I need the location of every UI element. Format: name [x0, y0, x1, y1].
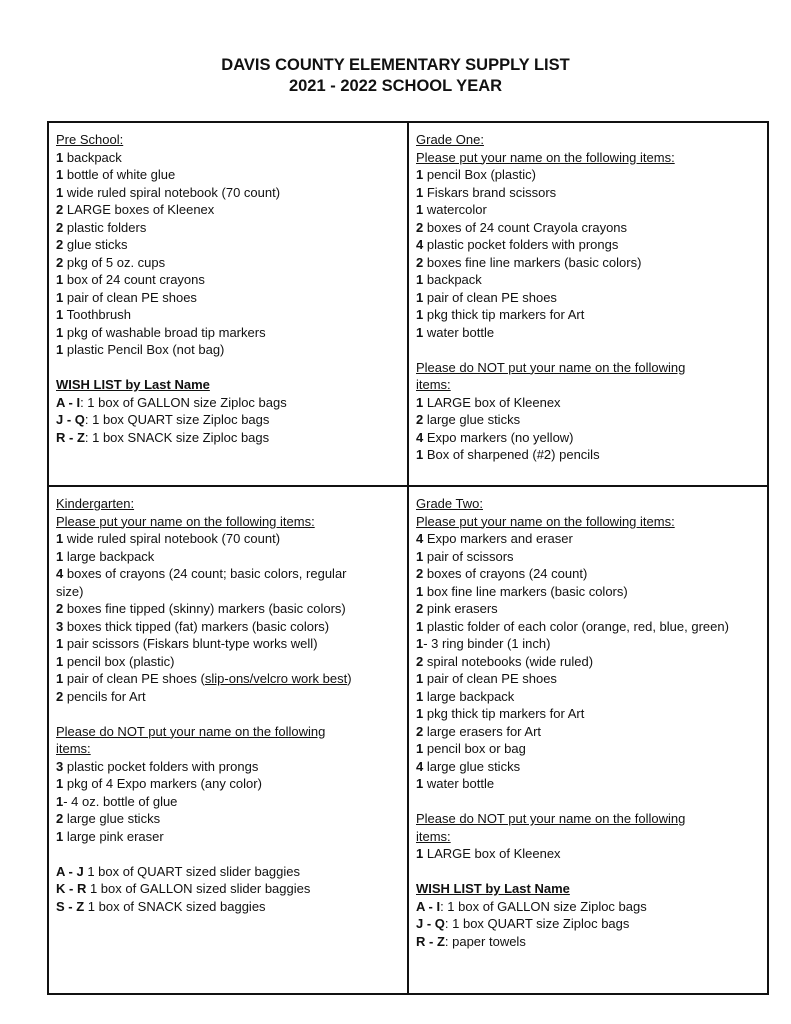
- list-item: 2 boxes of crayons (24 count): [416, 566, 588, 581]
- list-item: 1 large backpack: [416, 688, 515, 704]
- kindergarten-name-instruction: Please put your name on the following items:: [56, 513, 315, 529]
- list-item: 2 large glue sticks: [416, 412, 521, 427]
- list-item: 1 backpack: [416, 272, 482, 287]
- list-item: 2 pink erasers: [416, 601, 498, 616]
- wish-list-item: R - Z: paper towels: [416, 933, 526, 949]
- grade-one-no-name-instruction: Please do NOT put your name on the following: [416, 359, 686, 375]
- wish-list-item: J - Q: 1 box QUART size Ziploc bags: [416, 916, 630, 931]
- wish-list-item: A - I: 1 box of GALLON size Ziploc bags: [416, 898, 647, 914]
- school-year-subtitle: 2021 - 2022 SCHOOL YEAR: [288, 77, 503, 95]
- wish-list-item: A - J 1 box of QUART sized slider baggies: [56, 863, 300, 879]
- list-item: 2 glue sticks: [56, 237, 128, 252]
- list-item: 4 Expo markers and eraser: [416, 531, 573, 546]
- list-item: 1 pkg thick tip markers for Art: [416, 307, 585, 322]
- kindergarten-no-name-list: [56, 758, 401, 846]
- list-item: 1 plastic folder of each color (orange, red, blue, green): [416, 618, 729, 634]
- wish-list-item: K - R 1 box of GALLON sized slider baggies: [56, 881, 311, 896]
- list-item: 2 plastic folders: [56, 219, 147, 235]
- list-item: 1- 3 ring binder (1 inch): [416, 636, 551, 651]
- list-item: 1 pair of clean PE shoes (slip-ons/velcro work best): [56, 671, 352, 686]
- list-item: 2 spiral notebooks (wide ruled): [416, 653, 594, 669]
- grade-one-section: [416, 131, 766, 464]
- list-item: 1 pair of clean PE shoes: [416, 289, 557, 305]
- list-item: 1 pair of clean PE shoes: [416, 671, 557, 686]
- list-item: 1 Fiskars brand scissors: [416, 184, 557, 200]
- list-item: 1 large pink eraser: [56, 828, 164, 844]
- list-item: 1 pkg of washable broad tip markers: [56, 324, 266, 340]
- list-item: 2 boxes fine tipped (skinny) markers (basic colors): [56, 601, 346, 616]
- kindergarten-no-name-instruction: Please do NOT put your name on the following: [56, 723, 326, 739]
- list-item: 1 pencil Box (plastic): [416, 167, 536, 182]
- wish-list-item: J - Q: 1 box QUART size Ziploc bags: [56, 412, 270, 427]
- list-item: 1- 4 oz. bottle of glue: [56, 793, 178, 809]
- column-divider: [407, 123, 409, 993]
- list-item: 3 plastic pocket folders with prongs: [56, 758, 259, 774]
- preschool-wish-heading: WISH LIST by Last Name: [56, 377, 210, 392]
- list-item: 1 plastic Pencil Box (not bag): [56, 342, 225, 357]
- page-title: DAVIS COUNTY ELEMENTARY SUPPLY LIST: [221, 56, 570, 74]
- grade-one-heading: Grade One:: [416, 132, 484, 147]
- wish-list-item: R - Z: 1 box SNACK size Ziploc bags: [56, 429, 270, 445]
- grade-one-item-list: [416, 166, 766, 341]
- list-item: 1 Toothbrush: [56, 307, 131, 322]
- kindergarten-wish-list: [56, 863, 401, 916]
- grade-two-item-list: [416, 530, 766, 793]
- kindergarten-item-list: [56, 530, 401, 670]
- grade-one-no-name-instruction-cont: items:: [416, 377, 451, 392]
- kindergarten-no-name-instruction-cont: items:: [56, 741, 91, 756]
- preschool-heading: Pre School:: [56, 132, 124, 147]
- list-item: 1 wide ruled spiral notebook (70 count): [56, 184, 281, 200]
- list-item: 1 bottle of white glue: [56, 167, 176, 182]
- wish-list-item: A - I: 1 box of GALLON size Ziploc bags: [56, 394, 287, 410]
- list-item: 1 pkg of 4 Expo markers (any color): [56, 776, 262, 791]
- list-item: 2 boxes of 24 count Crayola crayons: [416, 219, 628, 235]
- list-item: 4 boxes of crayons (24 count; basic colors, regular: [56, 566, 347, 581]
- list-item: 1 pencil box (plastic): [56, 653, 175, 669]
- list-item: 1 watercolor: [416, 202, 487, 217]
- list-item: 1 box of 24 count crayons: [56, 272, 205, 287]
- list-item: 1 pkg thick tip markers for Art: [416, 706, 585, 721]
- grade-two-no-name-instruction: Please do NOT put your name on the following: [416, 811, 686, 826]
- kindergarten-heading: Kindergarten:: [56, 496, 135, 511]
- grade-two-section: [416, 495, 766, 950]
- list-item: 1 wide ruled spiral notebook (70 count): [56, 531, 281, 546]
- preschool-section: [56, 131, 401, 446]
- list-item: size): [56, 583, 84, 599]
- grade-two-no-name-list: [416, 845, 766, 863]
- wish-list-item: S - Z 1 box of SNACK sized baggies: [56, 898, 266, 914]
- list-item: 4 large glue sticks: [416, 758, 521, 774]
- list-item: 2 boxes fine line markers (basic colors): [416, 254, 642, 270]
- kindergarten-section: [56, 495, 401, 915]
- grade-two-wish-list: [416, 898, 766, 951]
- list-item: 1 pencil box or bag: [416, 741, 526, 756]
- grade-two-wish-heading: WISH LIST by Last Name: [416, 881, 570, 896]
- list-item: 4 Expo markers (no yellow): [416, 429, 574, 445]
- row-divider: [49, 485, 767, 487]
- grade-two-heading: Grade Two:: [416, 496, 483, 511]
- list-item: 1 large backpack: [56, 548, 155, 564]
- preschool-item-list: [56, 149, 401, 359]
- list-item: 1 pair of scissors: [416, 548, 514, 564]
- list-item: 4 plastic pocket folders with prongs: [416, 237, 619, 252]
- list-item: 2 large glue sticks: [56, 811, 161, 826]
- grade-two-name-instruction: Please put your name on the following items:: [416, 513, 675, 529]
- supply-table: [47, 121, 769, 995]
- list-item: 1 pair of clean PE shoes: [56, 289, 197, 305]
- list-item: 1 box fine line markers (basic colors): [416, 583, 628, 599]
- list-item: 1 backpack: [56, 149, 122, 165]
- list-item: 1 pair scissors (Fiskars blunt-type works well): [56, 636, 318, 651]
- grade-one-name-instruction: Please put your name on the following items:: [416, 149, 675, 165]
- list-item: 2 LARGE boxes of Kleenex: [56, 202, 215, 217]
- list-item: 1 water bottle: [416, 776, 495, 791]
- grade-two-no-name-instruction-cont: items:: [416, 828, 451, 844]
- list-item: 3 boxes thick tipped (fat) markers (basic colors): [56, 618, 330, 634]
- list-item: 2 large erasers for Art: [416, 723, 542, 739]
- list-item: 1 LARGE box of Kleenex: [416, 846, 561, 861]
- list-item: 1 Box of sharpened (#2) pencils: [416, 447, 600, 462]
- list-item: 2 pkg of 5 oz. cups: [56, 254, 166, 270]
- list-item: 2 pencils for Art: [56, 688, 146, 704]
- preschool-wish-list: [56, 394, 401, 447]
- list-item: 1 water bottle: [416, 324, 495, 340]
- grade-one-no-name-list: [416, 394, 766, 464]
- list-item: 1 LARGE box of Kleenex: [416, 394, 561, 410]
